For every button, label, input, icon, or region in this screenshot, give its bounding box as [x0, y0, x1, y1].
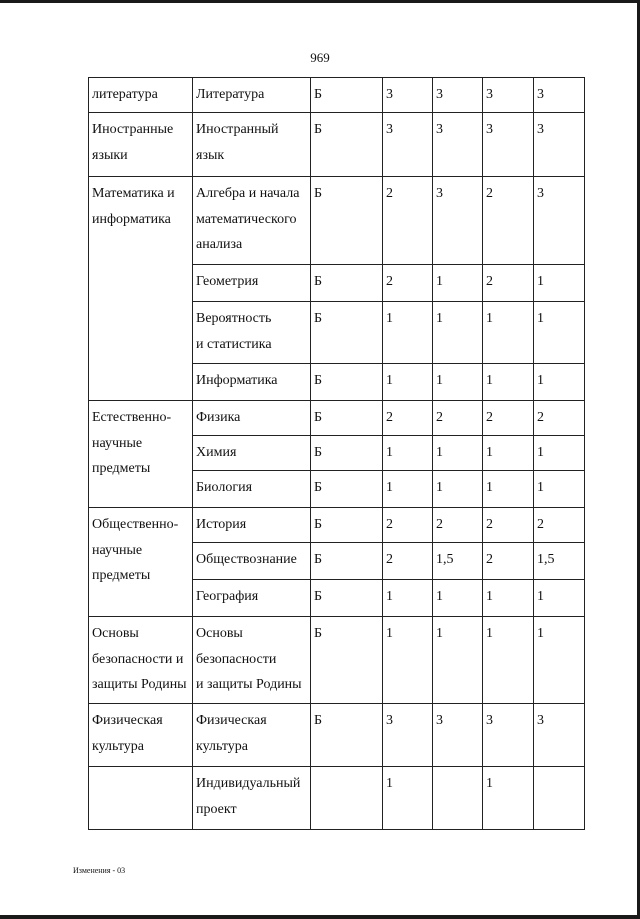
subject-cell: Индивидуальный проект: [193, 767, 311, 830]
table-row: [89, 78, 585, 113]
subject-cell: Химия: [193, 436, 311, 471]
area-cell: Иностранные языки: [89, 113, 193, 177]
scan-edge-bottom: [0, 915, 640, 919]
area-cell: [89, 767, 193, 830]
level-cell: Б: [311, 704, 383, 767]
level-cell: Б: [311, 302, 383, 364]
hours-cell: 1: [483, 617, 534, 704]
hours-cell: 2: [534, 401, 585, 436]
hours-cell: 1: [534, 265, 585, 302]
hours-cell: 1: [534, 471, 585, 508]
hours-cell: 2: [433, 508, 483, 543]
area-cell: Основы безопасности и защиты Родины: [89, 617, 193, 704]
hours-cell: 1: [483, 302, 534, 364]
table-row: [89, 177, 585, 265]
area-cell: Математика и информатика: [89, 177, 193, 401]
scan-edge-top: [0, 0, 640, 3]
subject-cell: Основы безопасности и защиты Родины: [193, 617, 311, 704]
subject-cell: Обществознание: [193, 543, 311, 580]
hours-cell: 2: [383, 401, 433, 436]
hours-cell: 2: [483, 401, 534, 436]
subject-cell: Биология: [193, 471, 311, 508]
hours-cell: 1: [483, 767, 534, 830]
level-cell: Б: [311, 471, 383, 508]
hours-cell: 1,5: [433, 543, 483, 580]
hours-cell: 1: [433, 471, 483, 508]
level-cell: Б: [311, 436, 383, 471]
subject-cell: Вероятность и статистика: [193, 302, 311, 364]
level-cell: Б: [311, 177, 383, 265]
subject-cell: Литература: [193, 78, 311, 113]
subject-cell: География: [193, 580, 311, 617]
hours-cell: [534, 767, 585, 830]
hours-cell: 1: [383, 364, 433, 401]
hours-cell: 2: [383, 177, 433, 265]
hours-cell: 1: [433, 265, 483, 302]
hours-cell: 2: [483, 177, 534, 265]
hours-cell: 1: [483, 436, 534, 471]
hours-cell: 1: [534, 302, 585, 364]
hours-cell: 1,5: [534, 543, 585, 580]
hours-cell: 3: [433, 704, 483, 767]
table-row: [89, 113, 585, 177]
area-cell: Физическая культура: [89, 704, 193, 767]
hours-cell: 3: [383, 78, 433, 113]
hours-cell: 3: [483, 78, 534, 113]
hours-cell: 2: [483, 543, 534, 580]
hours-cell: 1: [433, 580, 483, 617]
subject-cell: История: [193, 508, 311, 543]
hours-cell: 3: [433, 113, 483, 177]
hours-cell: 1: [534, 364, 585, 401]
hours-cell: 2: [383, 265, 433, 302]
hours-cell: 3: [383, 113, 433, 177]
hours-cell: 3: [534, 177, 585, 265]
hours-cell: 1: [534, 617, 585, 704]
page-number: 969: [310, 50, 330, 65]
hours-cell: [433, 767, 483, 830]
level-cell: Б: [311, 265, 383, 302]
hours-cell: 3: [534, 78, 585, 113]
level-cell: Б: [311, 617, 383, 704]
hours-cell: 1: [383, 617, 433, 704]
hours-cell: 1: [483, 471, 534, 508]
subject-cell: Алгебра и начала математического анализа: [193, 177, 311, 265]
hours-cell: 3: [383, 704, 433, 767]
hours-cell: 1: [433, 364, 483, 401]
hours-cell: 1: [534, 436, 585, 471]
footer-note: Изменения - 03: [73, 866, 126, 875]
table-row: [89, 508, 585, 543]
hours-cell: 1: [483, 364, 534, 401]
subject-cell: Иностранный язык: [193, 113, 311, 177]
table-row: [89, 617, 585, 704]
hours-cell: 3: [483, 704, 534, 767]
curriculum-table: [88, 77, 585, 830]
level-cell: Б: [311, 113, 383, 177]
hours-cell: 3: [483, 113, 534, 177]
subject-cell: Физическая культура: [193, 704, 311, 767]
hours-cell: 3: [534, 704, 585, 767]
hours-cell: 3: [433, 177, 483, 265]
level-cell: Б: [311, 364, 383, 401]
hours-cell: 1: [433, 617, 483, 704]
level-cell: Б: [311, 580, 383, 617]
hours-cell: 2: [383, 543, 433, 580]
level-cell: Б: [311, 508, 383, 543]
hours-cell: 2: [483, 508, 534, 543]
hours-cell: 1: [383, 302, 433, 364]
level-cell: Б: [311, 543, 383, 580]
level-cell: Б: [311, 78, 383, 113]
area-cell: Естественно- научные предметы: [89, 401, 193, 508]
table-row: [89, 704, 585, 767]
hours-cell: 1: [433, 436, 483, 471]
hours-cell: 2: [383, 508, 433, 543]
hours-cell: 2: [483, 265, 534, 302]
table-row: [89, 401, 585, 436]
hours-cell: 1: [534, 580, 585, 617]
hours-cell: 1: [383, 436, 433, 471]
hours-cell: 2: [534, 508, 585, 543]
table-row: [89, 767, 585, 830]
hours-cell: 2: [433, 401, 483, 436]
area-cell: Общественно- научные предметы: [89, 508, 193, 617]
level-cell: [311, 767, 383, 830]
subject-cell: Геометрия: [193, 265, 311, 302]
hours-cell: 3: [433, 78, 483, 113]
subject-cell: Физика: [193, 401, 311, 436]
hours-cell: 1: [383, 580, 433, 617]
subject-cell: Информатика: [193, 364, 311, 401]
hours-cell: 1: [483, 580, 534, 617]
hours-cell: 3: [534, 113, 585, 177]
hours-cell: 1: [383, 767, 433, 830]
hours-cell: 1: [433, 302, 483, 364]
hours-cell: 1: [383, 471, 433, 508]
area-cell: литература: [89, 78, 193, 113]
level-cell: Б: [311, 401, 383, 436]
